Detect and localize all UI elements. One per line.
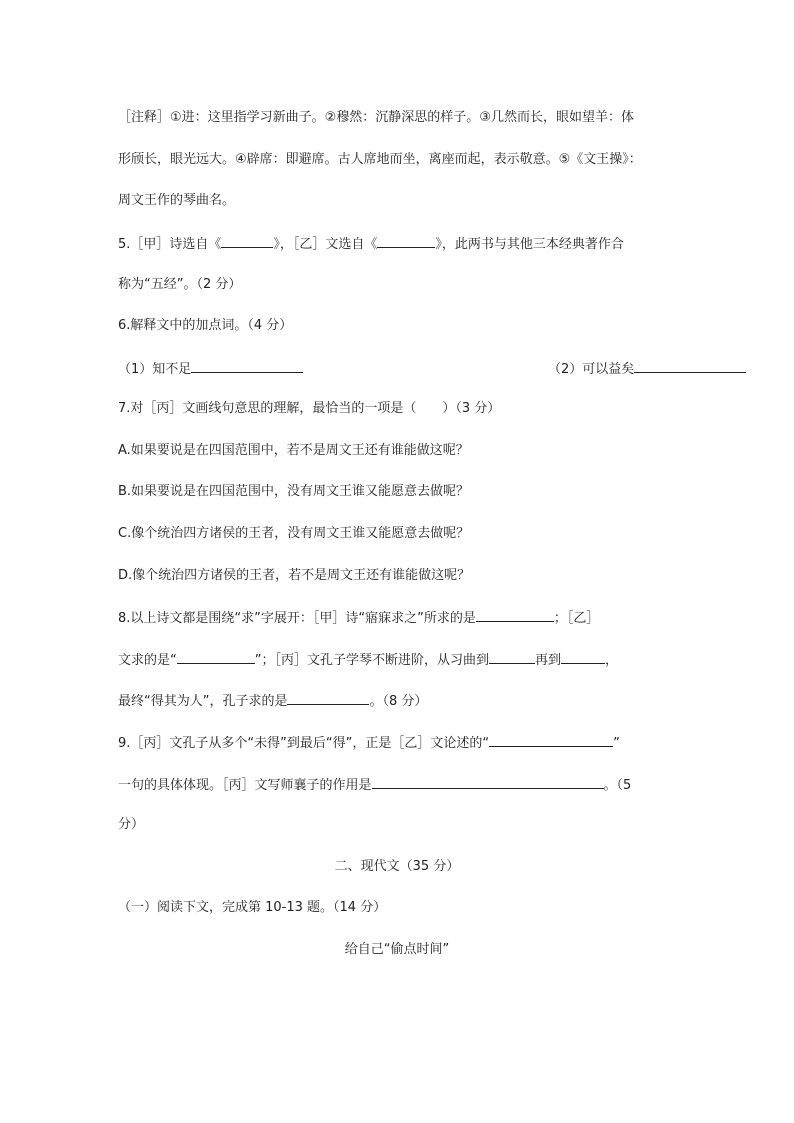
- q8-text-g: 最终“得其为人”，孔子求的是: [118, 694, 288, 709]
- note-line-2: 形颀长，眼光远大。④辟席：即避席。古人席地而坐，离座而起，表示敬意。⑤《文王操》：: [118, 152, 642, 167]
- answer-blank[interactable]: [476, 607, 554, 622]
- answer-blank[interactable]: [489, 732, 613, 747]
- q8-text-c: 文求的是“: [118, 653, 177, 668]
- answer-blank[interactable]: [191, 358, 303, 373]
- q9-text-d: 。（5: [603, 778, 632, 793]
- question-8-line-3: [118, 690, 678, 712]
- q9-text-c: 一句的具体体现。［丙］文写师襄子的作用是: [118, 778, 372, 793]
- q7-option-c: C.像个统治四方诸侯的王者，没有周文王谁又能愿意去做呢？: [118, 526, 470, 541]
- answer-blank[interactable]: [561, 649, 605, 664]
- section-title: 二、现代文（35 分）: [334, 859, 460, 874]
- q7-option-a: A.如果要说是在四国范围中，若不是周文王还有谁能做这呢？: [118, 443, 469, 458]
- q8-text-d: ”；［丙］文孔子学琴不断进阶，从习曲到: [254, 653, 489, 668]
- q8-text-e: 再到: [535, 653, 562, 668]
- note-line-3: 周文王作的琴曲名。: [118, 193, 236, 208]
- q8-text-f: ，: [605, 653, 619, 668]
- question-5-line-2: 称为“五经”。（2 分）: [118, 277, 242, 292]
- answer-blank[interactable]: [221, 233, 273, 248]
- q6-item-2-wrap: [548, 358, 746, 380]
- q8-text-a: 8.以上诗文都是围绕“求”字展开：［甲］诗“寤寐求之”所求的是: [118, 611, 476, 626]
- answer-blank[interactable]: [287, 690, 369, 705]
- reading-instruction: （一）阅读下文，完成第 10-13 题。（14 分）: [118, 900, 387, 915]
- answer-blank[interactable]: [177, 649, 255, 664]
- q6-item-2: （2）可以益矣: [548, 362, 635, 377]
- answer-blank[interactable]: [634, 358, 746, 373]
- question-6-items: [118, 358, 678, 380]
- q7-option-d: D.像个统治四方诸侯的王者，若不是周文王还有谁能做这呢？: [118, 568, 471, 583]
- answer-blank[interactable]: [372, 774, 604, 789]
- question-9-line-3: 分）: [118, 817, 145, 832]
- answer-blank[interactable]: [489, 649, 535, 664]
- question-6-title: 6.解释文中的加点词。（4 分）: [118, 318, 293, 333]
- q8-text-b: ；［乙］: [553, 611, 600, 626]
- question-9-line-2: [118, 774, 678, 796]
- q5-text-a: 5.［甲］诗选自《: [118, 237, 222, 252]
- answer-blank[interactable]: [377, 233, 435, 248]
- q5-text-b: 》，［乙］文选自《: [273, 237, 378, 252]
- question-9-line-1: [118, 732, 678, 754]
- q9-text-a: 9.［丙］文孔子从多个“未得”到最后“得”，正是［乙］文论述的“: [118, 736, 490, 751]
- q5-text-c: 》，此两书与其他三本经典著作合: [435, 237, 624, 252]
- note-line-1: ［注释］①进：这里指学习新曲子。②穆然：沉静深思的样子。③几然而长，眼如望羊：体: [118, 110, 634, 125]
- q6-item-1: （1）知不足: [118, 362, 192, 377]
- q8-text-h: 。（8 分）: [369, 694, 428, 709]
- article-title: 给自己“偷点时间”: [344, 942, 450, 957]
- question-8-line-1: [118, 607, 678, 629]
- question-7-title: 7.对［丙］文画线句意思的理解，最恰当的一项是（ ）（3 分）: [118, 401, 501, 416]
- q7-option-b: B.如果要说是在四国范围中，没有周文王谁又能愿意去做呢？: [118, 484, 470, 499]
- question-8-line-2: [118, 649, 678, 671]
- q9-text-b: ”: [613, 736, 620, 751]
- question-5-line-1: [118, 233, 678, 255]
